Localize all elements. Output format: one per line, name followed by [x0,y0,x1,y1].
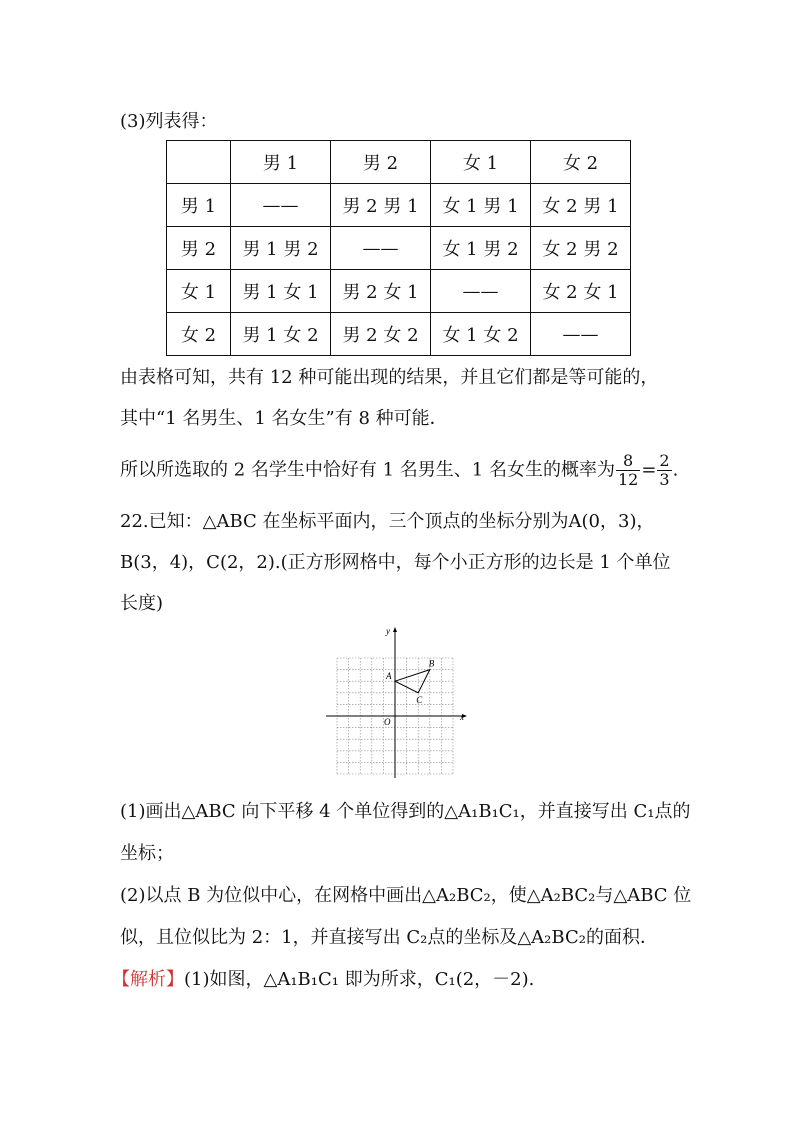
table-cell: 男 2 [167,227,231,270]
point-c-label: C [416,694,423,705]
table-row [167,227,631,270]
q22-line3: 长度) [120,593,164,614]
table-header-cell: 男 2 [331,141,431,184]
table-cell: 男 1 女 2 [231,313,331,356]
q22-sub2-line1: (2)以点 B 为位似中心，在网格中画出△A₂BC₂，使△A₂BC₂与△ABC 位 [120,885,692,906]
table-cell: —— [431,270,531,313]
table-cell: 男 1 女 1 [231,270,331,313]
analysis-tag: 【解析】 [112,969,184,990]
y-axis-arrow [393,627,397,632]
table-cell: 女 2 [167,313,231,356]
point-a-label: A [386,671,392,682]
fraction-2-3 [657,452,671,489]
origin-label: O [384,717,391,727]
table-header-cell: 女 2 [531,141,631,184]
table-cell: 女 2 男 1 [531,184,631,227]
part3-line2: 其中“1 名男生、1 名女生”有 8 种可能． [120,408,448,429]
table-row [167,184,631,227]
table-cell: 女 2 男 2 [531,227,631,270]
q22-sub1-line2: 坐标； [120,843,174,864]
end-period: . [672,459,679,481]
fraction-numerator: 2 [659,451,670,470]
outcome-table [166,140,631,356]
q22-sub2-line2: 似，且位似比为 2：1，并直接写出 C₂点的坐标及△A₂BC₂的面积． [120,927,658,948]
x-axis-label: x [460,712,464,722]
coordinate-grid-figure [326,624,472,784]
fraction-numerator: 8 [616,452,640,471]
part3-line1: 由表格可知，共有 12 种可能出现的结果，并且它们都是等可能的， [120,367,659,388]
table-cell: —— [231,184,331,227]
table-cell: 男 1 男 2 [231,227,331,270]
y-axis-label: y [386,626,390,636]
q22-line1: 22.已知：△ABC 在坐标平面内，三个顶点的坐标分别为A(0，3)， [120,511,655,532]
point-b-label: B [428,658,435,669]
part3-line3 [120,452,678,489]
table-header-cell: 女 1 [431,141,531,184]
fraction-denominator: 3 [659,470,670,489]
fraction-denominator: 12 [617,470,639,489]
table-cell: 女 2 女 1 [531,270,631,313]
table-cell: —— [531,313,631,356]
table-cell: 男 1 [167,184,231,227]
table-cell: 女 1 女 2 [431,313,531,356]
part3-intro: (3)列表得： [120,111,218,132]
table-row [167,313,631,356]
table-cell: 男 2 女 1 [331,270,431,313]
table-cell: 女 1 男 1 [431,184,531,227]
table-cell: 女 1 男 2 [431,227,531,270]
table-header-row [167,141,631,184]
table-cell: 男 2 女 2 [331,313,431,356]
table-cell: —— [331,227,431,270]
table-cell: 女 1 [167,270,231,313]
equals-sign: = [641,459,657,481]
table-cell: 男 2 男 1 [331,184,431,227]
probability-sentence: 所以所选取的 2 名学生中恰好有 1 名男生、1 名女生的概率为 [120,459,615,481]
table-header-cell: 男 1 [231,141,331,184]
table-header-cell [167,141,231,184]
q22-sub1-line1: (1)画出△ABC 向下平移 4 个单位得到的△A₁B₁C₁，并直接写出 C₁点的 [120,801,691,822]
analysis-text: (1)如图，△A₁B₁C₁ 即为所求，C₁(2，－2). [184,969,535,990]
q22-line2: B(3，4)，C(2，2).(正方形网格中，每个小正方形的边长是 1 个单位 [120,552,671,573]
fraction-8-12 [616,452,640,489]
analysis-line [112,968,534,992]
table-row [167,270,631,313]
